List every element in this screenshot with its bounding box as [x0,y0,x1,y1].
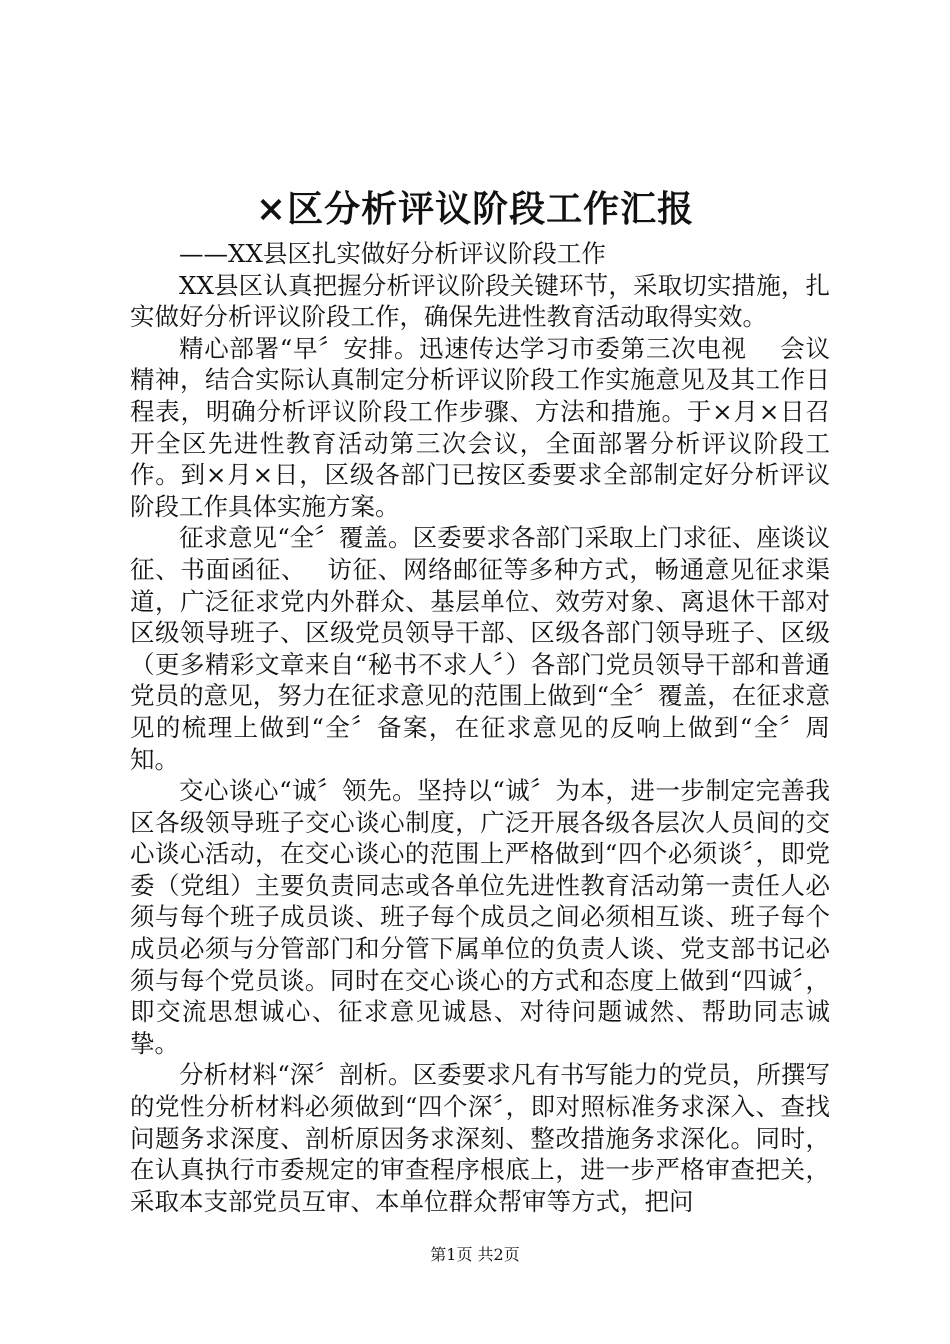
document-body [130,238,830,1217]
document-title: ×区分析评议阶段工作汇报 [255,188,695,230]
intro-paragraph: XX县区认真把握分析评议阶段关键环节，采取切实措施，扎实做好分析评议阶段工作，确保先进性教育活动取得实效。 [130,270,830,332]
subtitle-paragraph: ——XX县区扎实做好分析评议阶段工作 [179,239,606,268]
heart-talk-paragraph: 交心谈心“诚〞领先。坚持以“诚〞为本，进一步制定完善我区各级领导班子交心谈心制度，广泛开展各级各层次人员间的交心谈心活动，在交心谈心的范围上严格做到“四个必须谈〞，即党委（党组）主要负责同志或各单位先进性教育活动第一责任人必须与每个班子成员谈、班子每个成员之间必须相互谈、班子每个成员必须与分管部门和分管下属单位的负责人谈、党支部书记必须与每个党员谈。同时在交心谈心的方式和态度上做到“四诚〞，即交流思想诚心、征求意见诚恳、对待问题诚然、帮助同志诚挚。 [130,776,830,1058]
deployment-paragraph: 精心部署“早〞安排。迅速传达学习市委第三次电视 会议精神，结合实际认真制定分析评议阶段工作实施意见及其工作日程表，明确分析评议阶段工作步骤、方法和措施。于×月×日召开全区先进性教育活动第三次会议，全面部署分析评议阶段工作。到×月×日，区级各部门已按区委要求全部制定好分析评议阶段工作具体实施方案。 [130,333,830,521]
analysis-paragraph: 分析材料“深〞剖析。区委要求凡有书写能力的党员，所撰写的党性分析材料必须做到“四个深〞，即对照标准务求深入、查找问题务求深度、剖析原因务求深刻、整改措施务求深化。同时，在认真执行市委规定的审查程序根底上，进一步严格审查把关，采取本支部党员互审、本单位群众帮审等方式，把问 [130,1060,830,1216]
opinion-paragraph: 征求意见“全〞覆盖。区委要求各部门采取上门求征、座谈议征、书面函征、 访征、网络邮征等多种方式，畅通意见征求渠道，广泛征求党内外群众、基层单位、效劳对象、离退休干部对区级领导班子、区级党员领导干部、区级各部门领导班子、区级（更多精彩文章来自“秘书不求人〞）各部门党员领导干部和普通党员的意见，努力在征求意见的范围上做到“全〞覆盖，在征求意见的梳理上做到“全〞备案，在征求意见的反响上做到“全〞周知。 [130,523,830,774]
page-footer: 第1页 共2页 [430,1245,520,1264]
